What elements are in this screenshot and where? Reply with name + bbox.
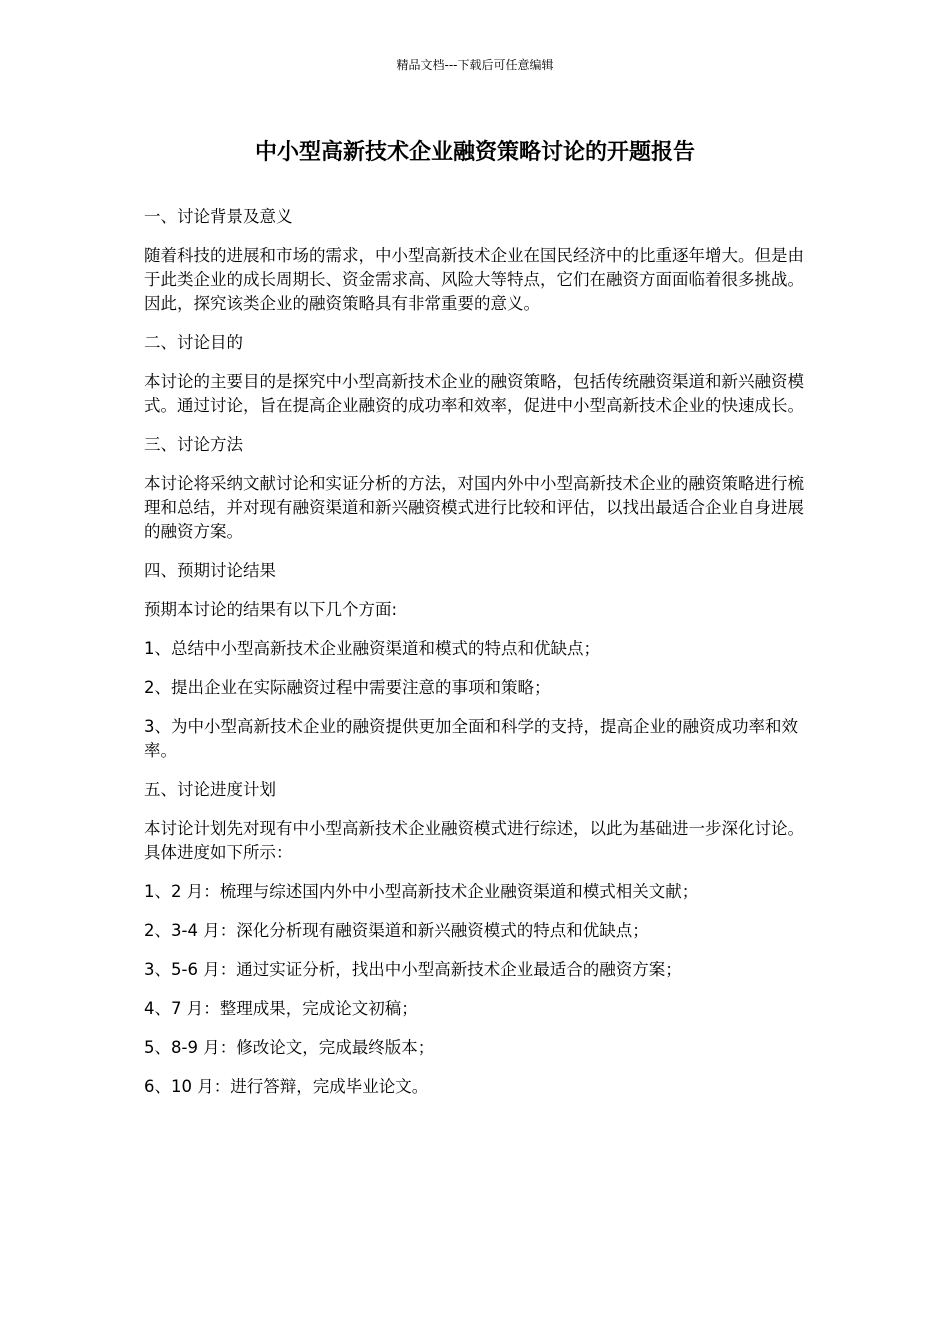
document-title: 中小型高新技术企业融资策略讨论的开题报告 (254, 140, 695, 165)
list-item-schedule: 6、10 月：进行答辩，完成毕业论文。 (144, 1077, 429, 1096)
document-body (144, 205, 808, 1114)
paragraph-background: 随着科技的进展和市场的需求，中小型高新技术企业在国民经济中的比重逐年增大。但是由于此类企业的成长周期长、资金需求高、风险大等特点，它们在融资方面面临着很多挑战。因此，探究该类企业的融资策略具有非常重要的意义。 (144, 246, 804, 313)
list-item-schedule: 2、3-4 月：深化分析现有融资渠道和新兴融资模式的特点和优缺点； (144, 921, 649, 940)
paragraph-method: 本讨论将采纳文献讨论和实证分析的方法，对国内外中小型高新技术企业的融资策略进行梳理和总结，并对现有融资渠道和新兴融资模式进行比较和评估，以找出最适合企业自身进展的融资方案。 (144, 474, 804, 541)
paragraph-expected-results-intro: 预期本讨论的结果有以下几个方面: (144, 600, 398, 619)
list-item-expected-result: 2、提出企业在实际融资过程中需要注意的事项和策略； (144, 678, 551, 697)
section-heading-schedule: 五、讨论进度计划 (144, 780, 276, 799)
list-item-schedule: 3、5-6 月：通过实证分析，找出中小型高新技术企业最适合的融资方案； (144, 960, 682, 979)
list-item-expected-result: 3、为中小型高新技术企业的融资提供更加全面和科学的支持，提高企业的融资成功率和效率。 (144, 717, 798, 760)
section-heading-expected-results: 四、预期讨论结果 (144, 561, 276, 580)
list-item-schedule: 4、7 月：整理成果，完成论文初稿； (144, 999, 418, 1018)
list-item-schedule: 1、2 月：梳理与综述国内外中小型高新技术企业融资渠道和模式相关文献； (144, 882, 699, 901)
section-heading-purpose: 二、讨论目的 (144, 333, 243, 352)
section-heading-background: 一、讨论背景及意义 (144, 207, 293, 226)
paragraph-schedule-intro: 本讨论计划先对现有中小型高新技术企业融资模式进行综述，以此为基础进一步深化讨论。具体进度如下所示： (144, 819, 804, 862)
page-header: 精品文档---下载后可任意编辑 (396, 58, 554, 72)
list-item-schedule: 5、8-9 月：修改论文，完成最终版本； (144, 1038, 435, 1057)
list-item-expected-result: 1、总结中小型高新技术企业融资渠道和模式的特点和优缺点； (144, 639, 600, 658)
paragraph-purpose: 本讨论的主要目的是探究中小型高新技术企业的融资策略，包括传统融资渠道和新兴融资模式。通过讨论，旨在提高企业融资的成功率和效率，促进中小型高新技术企业的快速成长。 (144, 372, 804, 415)
section-heading-method: 三、讨论方法 (144, 435, 243, 454)
